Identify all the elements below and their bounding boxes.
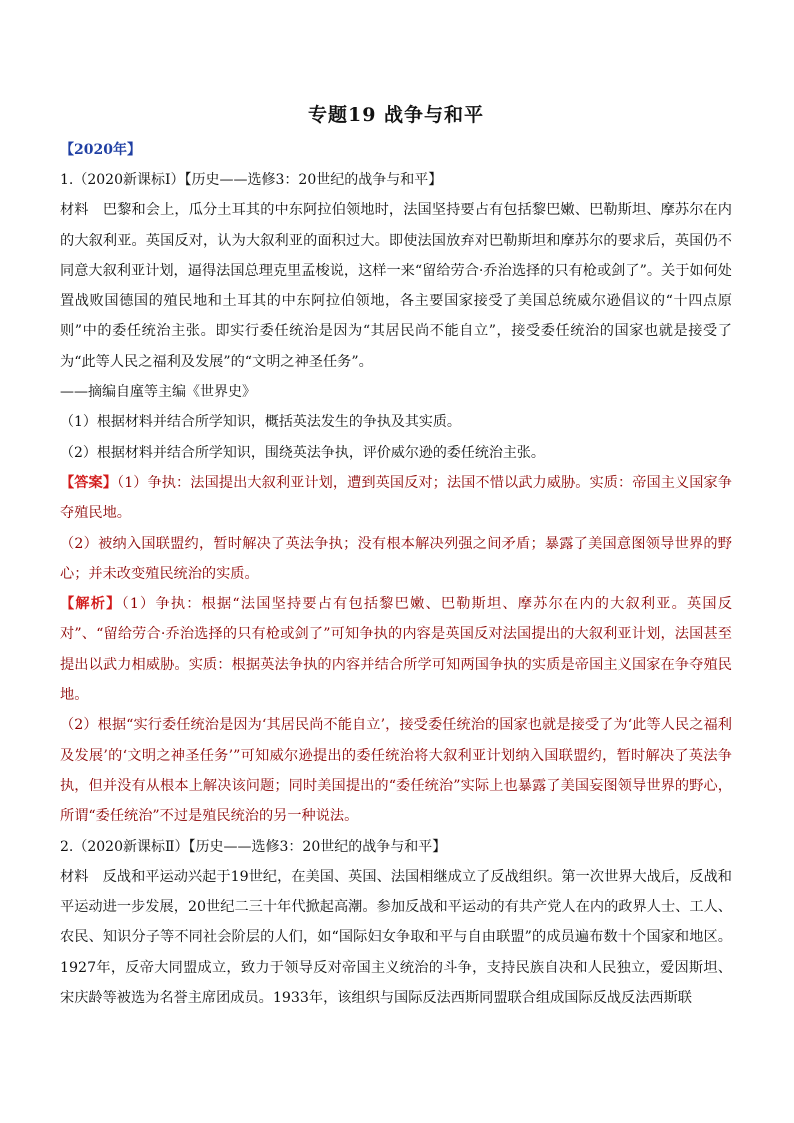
- question-1-source: ——摘编自廑等主编《世界史》: [60, 384, 256, 401]
- question-1-answer-2: （2）被纳入国联盟约，暂时解决了英法争执；没有根本解决列强之间矛盾；暴露了美国意图领导世界的野心；并未改变殖民统治的实质。: [60, 535, 732, 582]
- page-title: 专题19 战争与和平: [307, 104, 485, 126]
- question-1-header: 1.（2020新课标Ⅰ）【历史——选修3：20世纪的战争与和平】: [60, 172, 443, 188]
- document-page: [60, 100, 732, 1013]
- question-2-header: 2.（2020新课标Ⅱ）【历史——选修3：20世纪的战争与和平】: [60, 838, 447, 855]
- question-1-answer-1: [60, 468, 732, 529]
- question-1-analysis-1: [60, 589, 732, 710]
- answer-tag: 【答案】: [60, 474, 118, 491]
- question-1-material: 材料 巴黎和会上，瓜分土耳其的中东阿拉伯领地时，法国坚持要占有包括黎巴嫩、巴勒斯坦、摩苏尔在内的大叙利亚。英国反对，认为大叙利亚的面积过大。即使法国放弃对巴勒斯坦和摩苏尔的要求后，英国仍不同意大叙利亚计划，逼得法国总理克里孟梭说，这样一来“留给劳合·乔治选择的只有枪或剑了”。关于如何处置战败国德国的殖民地和土耳其的中东阿拉伯领地，各主要国家接受了美国总统威尔逊倡议的“十四点原则”中的委任统治主张。即实行委任统治是因为“其居民尚不能自立”，接受委任统治的国家也就是接受了为“此等人民之福利及发展”的“文明之神圣任务”。: [60, 202, 732, 370]
- year-label: 【2020年】: [60, 142, 141, 158]
- analysis-1-text: （1）争执：根据“法国坚持要占有包括黎巴嫩、巴勒斯坦、摩苏尔在内的大叙利亚。英国反对”、“留给劳合·乔治选择的只有枪或剑了”可知争执的内容是英国反对法国提出的大叙利亚计划，法国甚至提出以武力相威胁。实质：根据英法争执的内容并结合所学可知两国争执的实质是帝国主义国家在争夺殖民地。: [60, 596, 732, 704]
- analysis-tag: 【解析】: [60, 596, 122, 613]
- question-2-material: 材料 反战和平运动兴起于19世纪，在美国、英国、法国相继成立了反战组织。第一次世界大战后，反战和平运动进一步发展，20世纪二三十年代掀起高潮。参加反战和平运动的有共产党人在内的政界人士、工人、农民、知识分子等不同社会阶层的人们，如“国际妇女争取和平与自由联盟”的成员遍布数十个国家和地区。1927年，反帝大同盟成立，致力于领导反对帝国主义统治的斗争，支持民族自决和人民独立，爱因斯坦、宋庆龄等被选为名誉主席团成员。1933年，该组织与国际反法西斯同盟联合组成国际反战反法西斯联: [60, 868, 732, 1007]
- question-1-analysis-2: （2）根据“实行委任统治是因为‘其居民尚不能自立’，接受委任统治的国家也就是接受了为‘此等人民之福利及发展’的‘文明之神圣任务’”可知威尔逊提出的委任统治将大叙利亚计划纳入国联盟约，暂时解决了英法争执，但并没有从根本上解决该问题；同时美国提出的“委任统治”实际上也暴露了美国妄图领导世界的野心，所谓“委任统治”不过是殖民统治的另一种说法。: [60, 717, 732, 825]
- answer-1-text: （1）争执：法国提出大叙利亚计划，遭到英国反对；法国不惜以武力威胁。实质：帝国主义国家争夺殖民地。: [60, 474, 732, 522]
- question-1-sub-2: （2）根据材料并结合所学知识，围绕英法争执，评价威尔逊的委任统治主张。: [60, 444, 545, 461]
- question-1-sub-1: （1）根据材料并结合所学知识，概括英法发生的争执及其实质。: [60, 414, 461, 431]
